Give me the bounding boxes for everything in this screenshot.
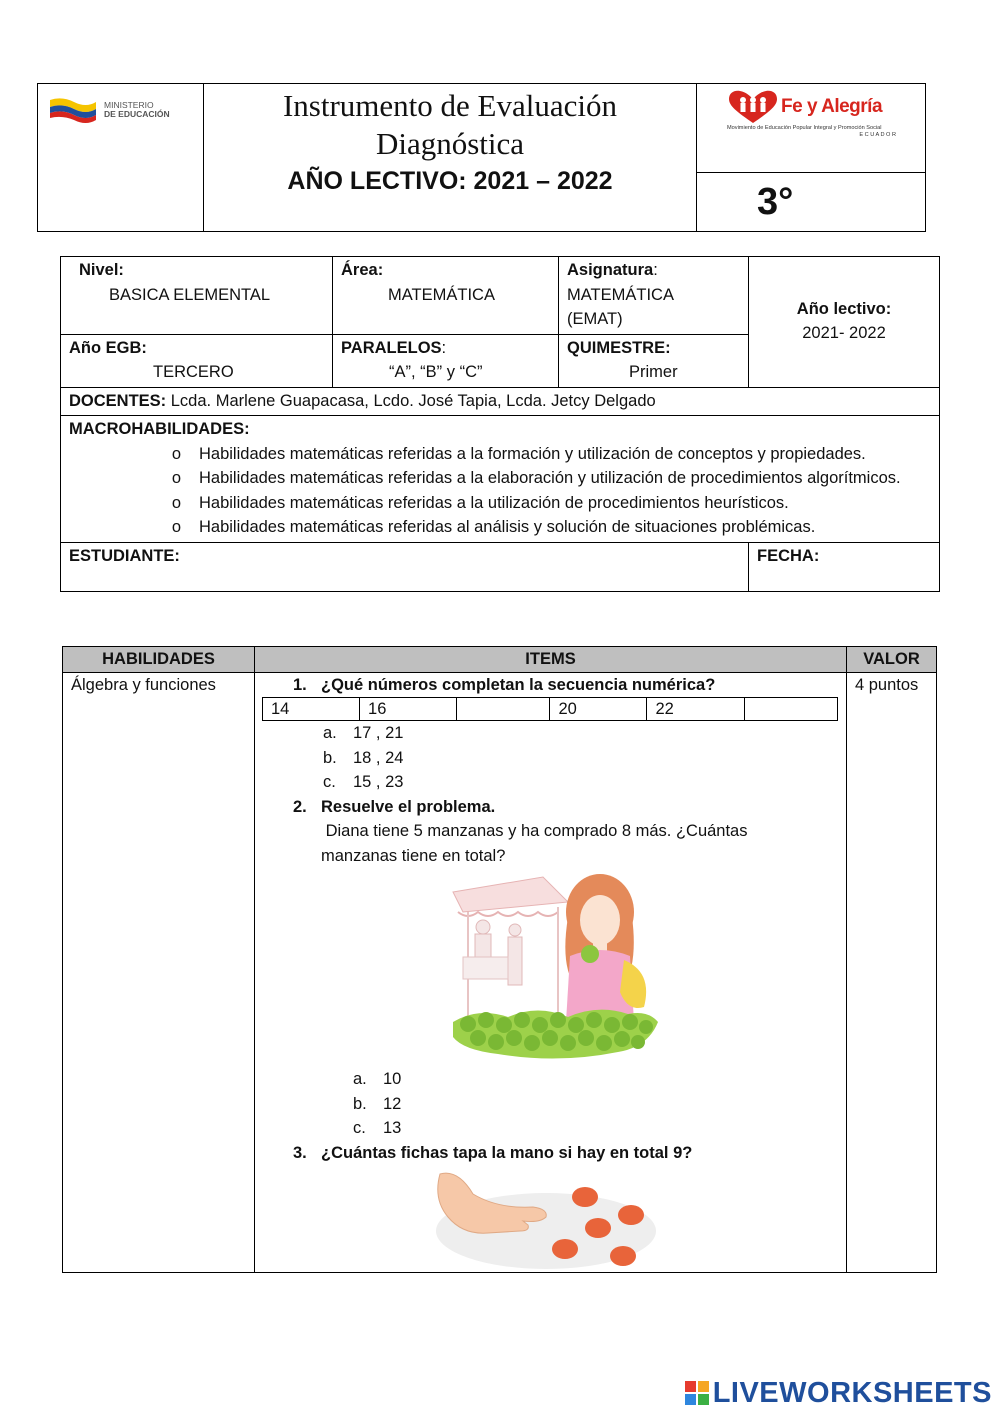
ministry-logo-cell	[38, 84, 204, 232]
macro-item	[69, 491, 931, 516]
liveworksheets-watermark	[684, 1376, 992, 1410]
paralelos-cell	[333, 334, 559, 387]
question-2-options	[263, 1067, 840, 1141]
info-table	[60, 256, 940, 592]
option-letter: c.	[353, 1119, 366, 1137]
area-label: Área:	[341, 261, 384, 279]
ministry-logo-line1: MINISTERIO	[104, 100, 154, 110]
question-1-number: 1.	[293, 675, 307, 694]
sequence-cell: 16	[360, 698, 457, 721]
quimestre-value: Primer	[629, 363, 678, 381]
docentes-value: Lcda. Marlene Guapacasa, Lcdo. José Tapia, Lcda. Jetcy Delgado	[166, 391, 656, 410]
paralelos-label: PARALELOS	[341, 338, 442, 357]
habilidad-cell	[63, 672, 255, 1272]
option-text: 18 , 24	[353, 748, 404, 767]
option-a[interactable]	[323, 721, 840, 746]
sequence-blank[interactable]	[744, 698, 838, 721]
macrohabilidades-cell	[61, 416, 940, 543]
macro-item	[69, 466, 931, 491]
fecha-label: FECHA:	[757, 546, 820, 565]
anio-egb-cell	[61, 334, 333, 387]
header-table	[37, 83, 926, 232]
option-letter: a.	[353, 1070, 367, 1088]
question-2-number: 2.	[293, 797, 307, 816]
asignatura-colon: :	[653, 261, 658, 279]
area-cell	[333, 257, 559, 335]
question-3-number: 3.	[293, 1143, 307, 1162]
option-b[interactable]	[323, 746, 840, 771]
quimestre-cell	[559, 334, 749, 387]
option-text: 10	[383, 1070, 402, 1088]
girl-apples-image	[448, 872, 663, 1067]
habilidad-text: Álgebra y funciones	[71, 675, 216, 694]
bullet-icon: o	[171, 444, 181, 463]
question-3	[263, 1141, 840, 1166]
apple-stand-illustration	[448, 872, 663, 1067]
option-b[interactable]	[353, 1092, 840, 1117]
bullet-icon: o	[171, 493, 181, 512]
nivel-value: BASICA ELEMENTAL	[109, 285, 271, 304]
liveworksheets-logo-icon	[684, 1380, 710, 1406]
paralelos-value: “A”, “B” y “C”	[389, 363, 483, 381]
header-items: ITEMS	[255, 647, 847, 673]
hand-chips-illustration	[428, 1169, 658, 1271]
grade-cell	[697, 173, 926, 232]
anio-lectivo-label: Año lectivo:	[796, 299, 892, 318]
asignatura-value2: (EMAT)	[567, 310, 623, 328]
heart-logo-icon	[727, 90, 779, 124]
quimestre-label: QUIMESTRE:	[567, 338, 671, 357]
sequence-cell: 14	[263, 698, 360, 721]
estudiante-label: ESTUDIANTE:	[69, 546, 180, 565]
macrohabilidades-label: MACROHABILIDADES:	[69, 420, 250, 438]
year-line: AÑO LECTIVO: 2021 – 2022	[287, 167, 613, 195]
asignatura-cell	[559, 257, 749, 335]
title-line2: Diagnóstica	[375, 126, 525, 161]
option-c[interactable]	[353, 1116, 840, 1141]
docentes-label: DOCENTES:	[69, 391, 167, 410]
question-1-options	[263, 721, 840, 795]
watermark-text: LIVEWORKSHEETS	[712, 1376, 992, 1409]
sequence-blank[interactable]	[457, 698, 550, 721]
option-text: 17 , 21	[353, 724, 404, 742]
option-letter: a.	[323, 724, 337, 742]
fya-logo-subtitle: Movimiento de Educación Popular Integral y Promoción Social	[727, 125, 882, 131]
sequence-cell: 22	[647, 698, 744, 721]
macro-item-text: Habilidades matemáticas referidas a la utilización de procedimientos heurísticos.	[199, 493, 789, 512]
macro-item-text: Habilidades matemáticas referidas a la formación y utilización de conceptos y propiedades.	[199, 444, 866, 463]
asignatura-label: Asignatura	[567, 261, 654, 279]
area-value: MATEMÁTICA	[388, 285, 495, 304]
question-2-problem: Diana tiene 5 manzanas y ha comprado 8 más. ¿Cuántas manzanas tiene en total?	[321, 822, 753, 865]
title-line1: Instrumento de Evaluación	[282, 88, 617, 123]
items-table	[62, 646, 937, 1273]
title-cell	[204, 84, 697, 232]
fya-logo-country: E C U A D O R	[859, 132, 896, 138]
option-c[interactable]	[323, 770, 840, 795]
bullet-icon: o	[171, 518, 181, 536]
anio-egb-label: Año EGB:	[69, 338, 147, 357]
option-letter: b.	[353, 1094, 367, 1113]
header-valor: VALOR	[847, 647, 937, 673]
macro-item	[69, 442, 931, 467]
items-cell	[255, 672, 847, 1272]
fya-logo	[727, 90, 902, 139]
paralelos-colon: :	[441, 338, 447, 357]
docentes-cell	[61, 387, 940, 416]
question-3-text: ¿Cuántas fichas tapa la mano si hay en total 9?	[321, 1143, 693, 1162]
question-2-text: Resuelve el problema.	[321, 797, 496, 816]
ministry-logo-line2: DE EDUCACIÓN	[104, 109, 170, 119]
question-2	[263, 795, 840, 820]
grade: 3°	[757, 180, 794, 223]
sequence-table	[262, 697, 838, 721]
hand-covering-chips-image	[428, 1169, 658, 1271]
question-1-text: ¿Qué números completan la secuencia numérica?	[321, 675, 716, 694]
option-text: 15 , 23	[353, 773, 404, 791]
header-habilidades: HABILIDADES	[63, 647, 255, 673]
anio-egb-value: TERCERO	[153, 363, 234, 381]
estudiante-cell[interactable]	[61, 542, 749, 591]
nivel-cell	[61, 257, 333, 335]
option-text: 12	[383, 1094, 402, 1113]
anio-lectivo-cell	[749, 257, 940, 388]
bullet-icon: o	[171, 469, 181, 487]
option-letter: b.	[323, 748, 337, 767]
option-a[interactable]	[353, 1067, 840, 1092]
asignatura-value1: MATEMÁTICA	[567, 285, 674, 304]
fya-logo-name: Fe y Alegría	[781, 96, 883, 117]
ministry-logo	[48, 96, 170, 124]
macro-item-text: Habilidades matemáticas referidas a la elaboración y utilización de procedimientos algorítmicos.	[199, 469, 901, 487]
fecha-cell[interactable]	[749, 542, 940, 591]
macro-item	[69, 515, 931, 540]
sequence-cell: 20	[550, 698, 647, 721]
macro-item-text: Habilidades matemáticas referidas al análisis y solución de situaciones problémicas.	[199, 518, 816, 536]
fya-logo-cell	[697, 84, 926, 173]
nivel-label: Nivel:	[79, 261, 124, 279]
option-letter: c.	[323, 773, 336, 791]
ecuador-flag-icon	[48, 96, 98, 124]
anio-lectivo-value: 2021- 2022	[802, 324, 886, 343]
valor-text: 4 puntos	[855, 675, 919, 694]
valor-cell	[847, 672, 937, 1272]
question-1	[263, 673, 840, 698]
option-text: 13	[383, 1119, 402, 1137]
